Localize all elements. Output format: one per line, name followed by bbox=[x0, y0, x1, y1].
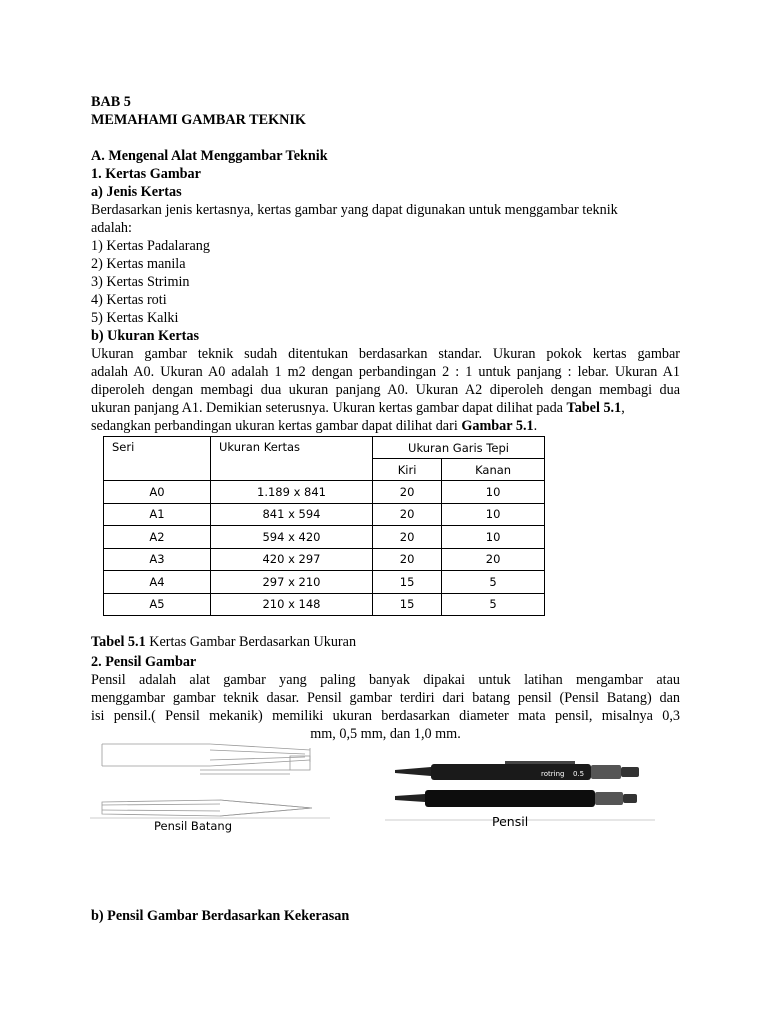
table-cell: 10 bbox=[442, 503, 545, 526]
pencil-size-label: 0.5 bbox=[573, 770, 585, 778]
table-row bbox=[104, 593, 545, 616]
pencil-brand-label: rotring bbox=[541, 770, 565, 778]
subsubsection-heading: b) Pensil Gambar Berdasarkan Kekerasan bbox=[91, 908, 350, 924]
table-cell: 10 bbox=[442, 526, 545, 549]
table-row bbox=[104, 571, 545, 594]
paragraph-line: adalah A0. Ukuran A0 adalah 1 m2 dengan perbandingan 2 : 1 untuk panjang : lebar. Ukuran A1 bbox=[91, 364, 680, 380]
table-cell: 594 x 420 bbox=[211, 526, 373, 549]
table-cell: A0 bbox=[104, 481, 211, 504]
table-cell: 15 bbox=[373, 593, 442, 616]
paragraph-line: Berdasarkan jenis kertasnya, kertas gambar yang dapat digunakan untuk menggambar teknik bbox=[91, 202, 618, 218]
table-header-garis-tepi: Ukuran Garis Tepi bbox=[373, 437, 545, 459]
table-cell: 841 x 594 bbox=[211, 503, 373, 526]
paragraph-line: ukuran panjang A1. Demikian seterusnya. Ukuran kertas gambar dapat dilihat pada Tabel 5.1, bbox=[91, 400, 625, 416]
table-cell: 5 bbox=[442, 593, 545, 616]
table-reference: Tabel 5.1 bbox=[566, 400, 622, 416]
table-cell: 20 bbox=[373, 548, 442, 571]
table-cell: 297 x 210 bbox=[211, 571, 373, 594]
table-row bbox=[104, 481, 545, 504]
table-row bbox=[104, 548, 545, 571]
table-header-ukuran: Ukuran Kertas bbox=[211, 437, 373, 481]
paragraph-line: Ukuran gambar teknik sudah ditentukan berdasarkan standar. Ukuran pokok kertas gambar bbox=[91, 346, 680, 362]
table-cell: A4 bbox=[104, 571, 211, 594]
table-cell: A3 bbox=[104, 548, 211, 571]
figure-caption-pensil: Pensil bbox=[492, 814, 529, 829]
figure-reference: Gambar 5.1 bbox=[461, 418, 534, 434]
subsection-heading: 2. Pensil Gambar bbox=[91, 654, 197, 670]
paragraph-line: sedangkan perbandingan ukuran kertas gambar dapat dilihat dari Gambar 5.1. bbox=[91, 418, 538, 434]
table-caption: Tabel 5.1 Kertas Gambar Berdasarkan Ukuran bbox=[91, 634, 357, 650]
list-item: 1) Kertas Padalarang bbox=[91, 238, 210, 254]
paragraph-line: Pensil adalah alat gambar yang paling banyak dipakai untuk latihan mengambar atau bbox=[91, 672, 680, 688]
table-cell: 10 bbox=[442, 481, 545, 504]
paragraph-line: adalah: bbox=[91, 220, 132, 236]
section-heading: A. Mengenal Alat Menggambar Teknik bbox=[91, 148, 328, 164]
paragraph-line: menggambar gambar teknik dasar. Pensil gambar terdiri dari batang pensil (Pensil Batang) dan bbox=[91, 690, 680, 706]
table-header-seri: Seri bbox=[104, 437, 211, 481]
list-item: 2) Kertas manila bbox=[91, 256, 186, 272]
chapter-title: MEMAHAMI GAMBAR TEKNIK bbox=[91, 112, 306, 128]
chapter-number: BAB 5 bbox=[91, 94, 131, 110]
subsection-heading: 1. Kertas Gambar bbox=[91, 166, 201, 182]
table-cell: 20 bbox=[373, 526, 442, 549]
list-item: 5) Kertas Kalki bbox=[91, 310, 179, 326]
table-header-kiri: Kiri bbox=[373, 459, 442, 481]
table-row bbox=[104, 503, 545, 526]
paragraph-line: diperoleh dengan membagi dua ukuran panjang A0. Ukuran A2 diperoleh dengan membagi dua bbox=[91, 382, 680, 398]
paper-size-table bbox=[103, 436, 545, 616]
table-header-kanan: Kanan bbox=[442, 459, 545, 481]
subsubsection-heading: b) Ukuran Kertas bbox=[91, 328, 199, 344]
paragraph-line: isi pensil.( Pensil mekanik) memiliki ukuran berdasarkan diameter mata pensil, misalnya 0,3 bbox=[91, 708, 680, 724]
table-cell: 1.189 x 841 bbox=[211, 481, 373, 504]
list-item: 3) Kertas Strimin bbox=[91, 274, 190, 290]
table-cell: 15 bbox=[373, 571, 442, 594]
subsubsection-heading: a) Jenis Kertas bbox=[91, 184, 182, 200]
table-cell: 20 bbox=[373, 503, 442, 526]
pencil-batang-figure bbox=[90, 738, 330, 822]
table-cell: A2 bbox=[104, 526, 211, 549]
table-cell: 20 bbox=[442, 548, 545, 571]
table-cell: 210 x 148 bbox=[211, 593, 373, 616]
figure-caption-pensil-batang: Pensil Batang bbox=[154, 819, 233, 833]
table-cell: 5 bbox=[442, 571, 545, 594]
table-row bbox=[104, 526, 545, 549]
table-cell: 420 x 297 bbox=[211, 548, 373, 571]
table-cell: 20 bbox=[373, 481, 442, 504]
table-cell: A5 bbox=[104, 593, 211, 616]
paragraph-line: mm, 0,5 mm, dan 1,0 mm. bbox=[310, 726, 461, 742]
list-item: 4) Kertas roti bbox=[91, 292, 167, 308]
table-cell: A1 bbox=[104, 503, 211, 526]
